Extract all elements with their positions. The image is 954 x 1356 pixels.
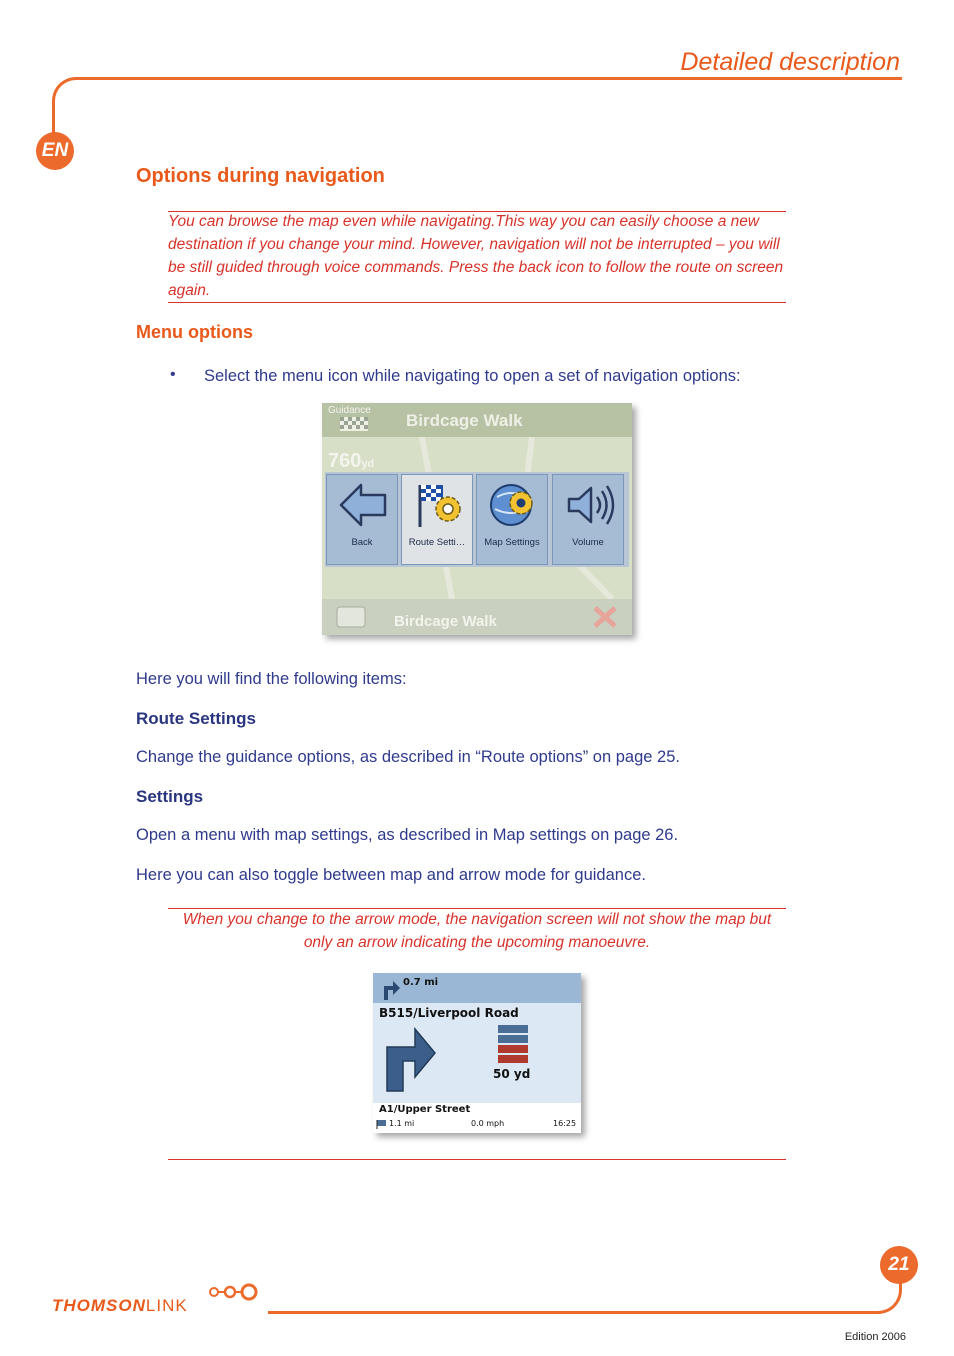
remaining-distance: 1.1 mi xyxy=(389,1119,415,1128)
current-street: A1/Upper Street xyxy=(379,1104,471,1115)
footer-frame-line xyxy=(268,1248,902,1314)
guidance-label: Guidance xyxy=(328,405,371,416)
distance-unit: yd xyxy=(361,458,375,470)
section-end-rule xyxy=(168,1159,786,1160)
checkered-flag-icon xyxy=(340,417,368,431)
route-settings-menu-label: Route Setti… xyxy=(408,537,466,548)
brand-suffix: LINK xyxy=(145,1296,188,1315)
language-badge: EN xyxy=(36,132,74,170)
current-time: 16:25 xyxy=(553,1119,577,1128)
map-settings-icon xyxy=(487,479,539,531)
route-settings-heading: Route Settings xyxy=(136,709,256,728)
back-menu-button[interactable] xyxy=(326,474,398,565)
back-menu-label: Back xyxy=(351,537,373,548)
navigation-menu-panel xyxy=(325,472,629,567)
note-rule-bottom xyxy=(168,302,786,303)
volume-icon xyxy=(563,479,615,531)
bullet-marker: • xyxy=(170,366,176,383)
map-settings-menu-label: Map Settings xyxy=(484,537,540,548)
brand-name: THOMSON xyxy=(52,1296,146,1315)
note-arrow-mode: When you change to the arrow mode, the navigation screen will not show the map but only an arrow indicating the upcoming manoeuvre. xyxy=(182,911,772,951)
link-circles-icon xyxy=(208,1283,260,1301)
distance-bar-indicator xyxy=(497,1025,529,1063)
upcoming-street: B515/Liverpool Road xyxy=(379,1006,519,1020)
items-intro: Here you will find the following items: xyxy=(136,670,407,688)
thomson-link-logo xyxy=(52,1296,188,1316)
volume-menu-button[interactable] xyxy=(552,474,624,565)
route-settings-text: Change the guidance options, as described in “Route options” on page 25. xyxy=(136,748,680,766)
arrow-mode-screenshot xyxy=(373,973,581,1133)
bottom-street-name: Birdcage Walk xyxy=(394,613,497,630)
header-frame-line xyxy=(52,77,902,157)
note-navigation-browse: You can browse the map even while navigating.This way you can easily choose a new destination if you change your mind. However, navigation will not be interrupted – you will be still guided through voice commands. Press the back icon to follow the route on screen again. xyxy=(168,213,784,299)
back-arrow-icon xyxy=(337,479,389,531)
map-settings-menu-button[interactable] xyxy=(476,474,548,565)
keyboard-icon xyxy=(336,606,366,628)
edition-text: Edition 2006 xyxy=(844,1331,906,1343)
route-settings-menu-button[interactable] xyxy=(401,474,473,565)
settings-text: Open a menu with map settings, as described in Map settings on page 26. xyxy=(136,826,679,844)
settings-heading: Settings xyxy=(136,787,204,806)
menu-options-heading: Menu options xyxy=(136,322,253,342)
navigation-menu-screenshot xyxy=(322,403,632,635)
page-header-title: Detailed description xyxy=(680,48,900,76)
page-number-badge: 21 xyxy=(880,1246,918,1284)
distance-readout xyxy=(328,450,374,473)
section-title: Options during navigation xyxy=(136,165,385,187)
current-speed: 0.0 mph xyxy=(471,1119,505,1128)
toggle-mode-text: Here you can also toggle between map and arrow mode for guidance. xyxy=(136,866,646,884)
next-turn-distance: 0.7 mi xyxy=(403,977,439,988)
top-street-name: Birdcage Walk xyxy=(406,411,523,430)
volume-menu-label: Volume xyxy=(572,537,604,548)
menu-options-bullet: Select the menu icon while navigating to open a set of navigation options: xyxy=(204,367,741,385)
flag-icon xyxy=(376,1119,388,1129)
distance-value: 760 xyxy=(328,450,362,472)
close-icon xyxy=(590,603,620,631)
turn-distance: 50 yd xyxy=(493,1067,531,1081)
route-settings-icon xyxy=(412,479,464,531)
turn-right-arrow-icon xyxy=(385,1025,437,1093)
turn-right-small-icon xyxy=(381,978,401,1000)
